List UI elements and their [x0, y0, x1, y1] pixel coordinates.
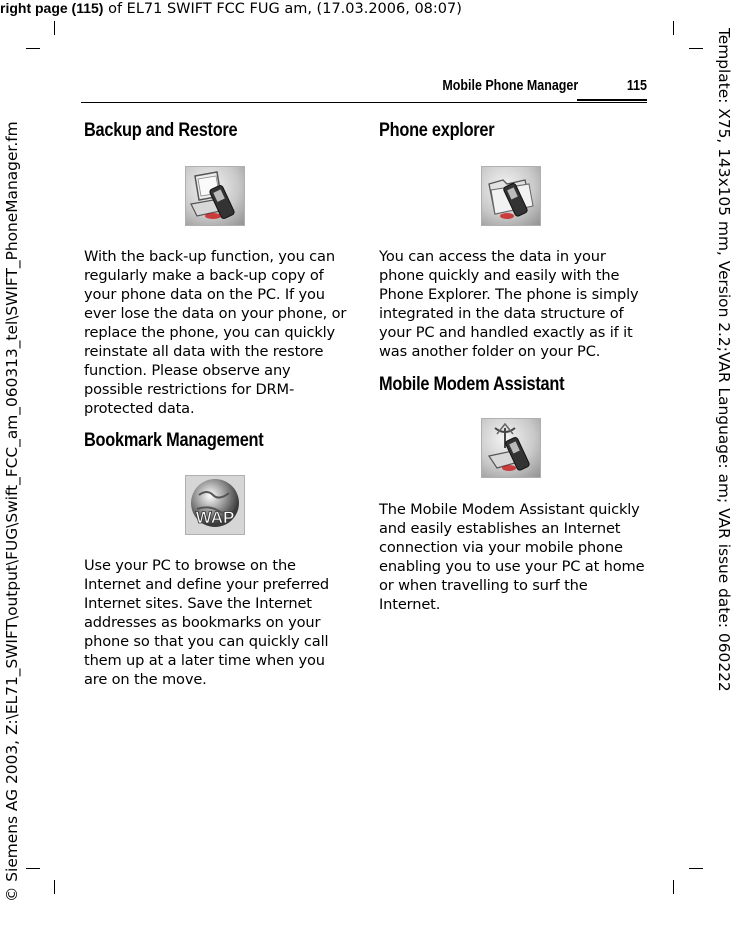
section-modem [379, 374, 645, 396]
section-heading: Phone explorer [379, 120, 495, 141]
explorer-body [379, 247, 645, 361]
print-header-line [0, 0, 462, 18]
section-body: You can access the data in your phone quickly and easily with the Phone Explorer. The phone is simply integrated in the data structure of your PC and handled exactly as if it was another folder on your PC. [379, 248, 639, 360]
backup-pc-phone-icon [185, 166, 245, 226]
page-label: right page (115) [0, 0, 104, 16]
crop-mark [26, 868, 40, 869]
section-bookmark [84, 430, 350, 452]
chapter-title: Mobile Phone Manager [442, 78, 579, 94]
section-body: With the back-up function, you can regularly make a back-up copy of your phone data on the PC. If you ever lose the data on your phone, or replace the phone, you can quickly reinstate all data with the restore function. Please observe any possible restrictions for DRM-protected data. [84, 248, 347, 417]
crop-mark [673, 880, 674, 894]
crop-mark [26, 48, 40, 49]
crop-mark [54, 880, 55, 894]
page-number-rule [577, 99, 647, 101]
template-info: Template: X75, 143x105 mm, Version 2.2;VAR Language: am; VAR issue date: 060222 [715, 28, 733, 692]
bookmark-body [84, 556, 350, 689]
section-heading: Mobile Modem Assistant [379, 374, 565, 395]
section-explorer [379, 120, 645, 142]
crop-mark [689, 868, 703, 869]
crop-mark [673, 21, 674, 35]
folder-phone-icon [481, 166, 541, 226]
page-number: 115 [626, 78, 647, 94]
crop-mark [689, 48, 703, 49]
section-heading: Backup and Restore [84, 120, 238, 141]
header-rule [81, 102, 647, 103]
running-head [160, 76, 647, 100]
copyright-path: © Siemens AG 2003, Z:\EL71_SWIFT\output\FUG\Swift_FCC_am_060313_tel\SWIFT_PhoneManager.fm [3, 121, 21, 902]
section-backup [84, 120, 350, 142]
file-info: of EL71 SWIFT FCC FUG am, (17.03.2006, 08:07) [103, 1, 462, 17]
crop-mark [54, 21, 55, 35]
modem-body [379, 500, 645, 614]
modem-antenna-phone-icon [481, 418, 541, 478]
wap-globe-icon [185, 475, 245, 535]
section-body: The Mobile Modem Assistant quickly and easily establishes an Internet connection via your mobile phone enabling you to use your PC at home or when travelling to surf the Internet. [379, 501, 645, 613]
section-heading: Bookmark Management [84, 430, 264, 451]
section-body: Use your PC to browse on the Internet and define your preferred Internet sites. Save the Internet addresses as bookmarks on your phone so that you can quickly call them up at a later time when you are on the move. [84, 557, 330, 688]
wap-icon-label: WAP [195, 508, 235, 527]
backup-body [84, 247, 350, 418]
